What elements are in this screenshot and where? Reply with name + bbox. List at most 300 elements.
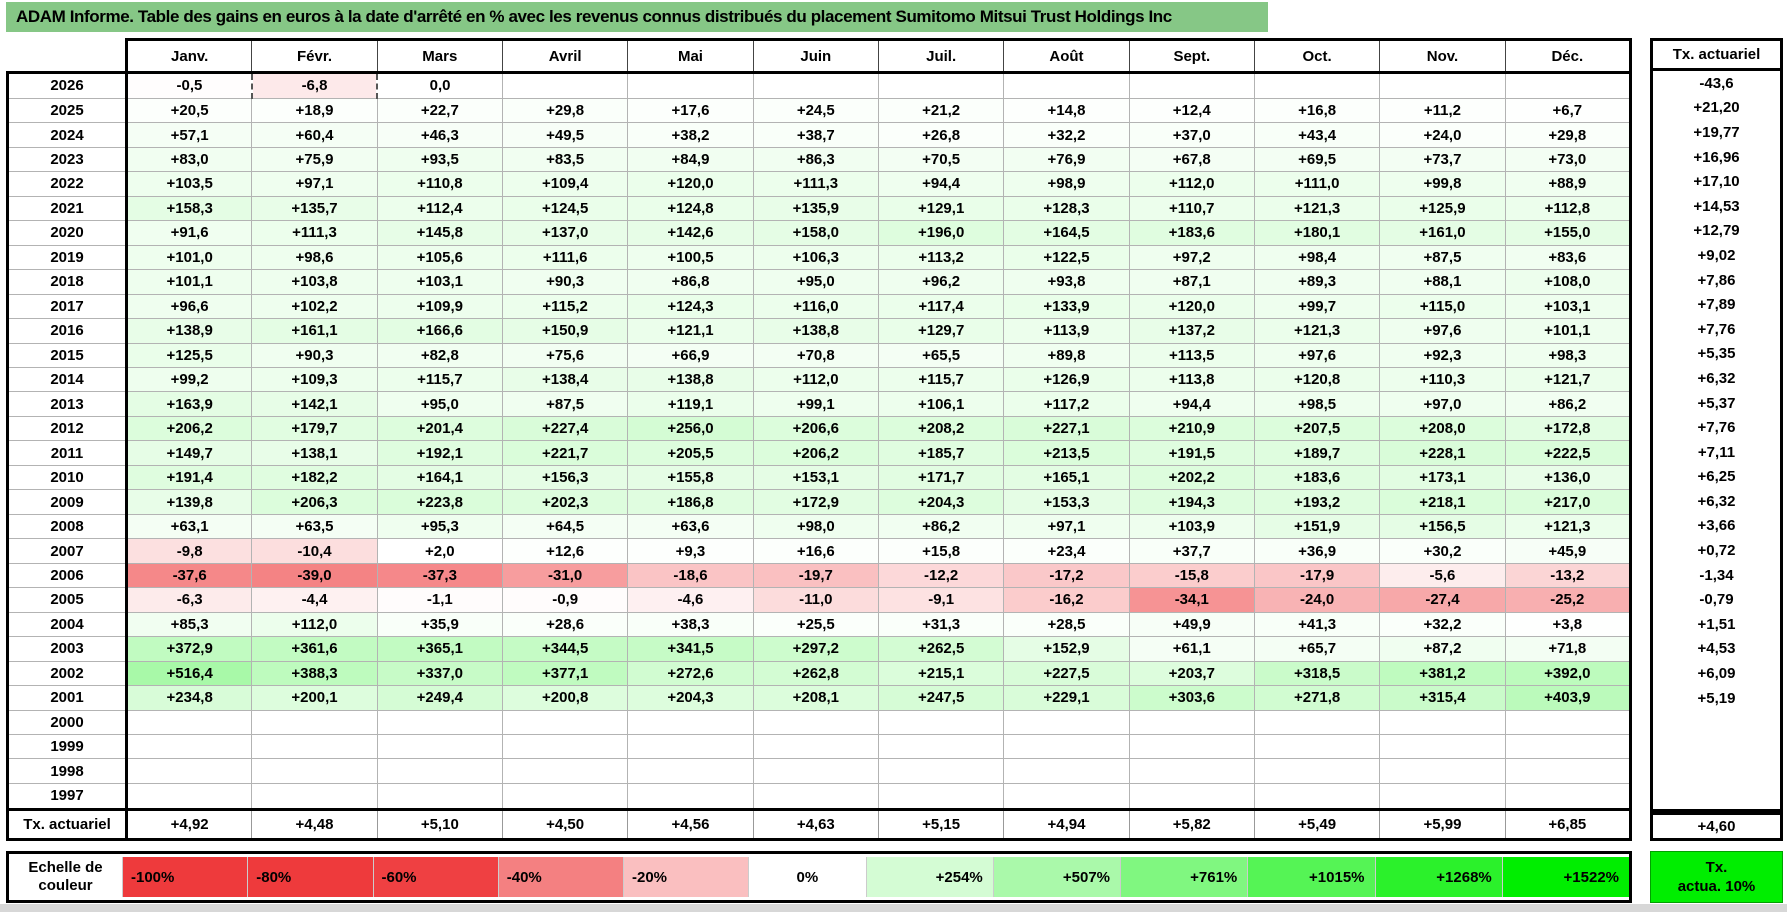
gain-cell[interactable]: +17,6 bbox=[628, 98, 753, 122]
gain-cell[interactable]: +206,2 bbox=[127, 416, 252, 440]
gain-cell[interactable] bbox=[377, 783, 502, 809]
month-header[interactable]: Sept. bbox=[1129, 40, 1254, 73]
gain-cell[interactable]: -17,9 bbox=[1254, 563, 1379, 587]
gain-cell[interactable]: +110,7 bbox=[1129, 196, 1254, 220]
gain-cell[interactable]: +57,1 bbox=[127, 123, 252, 147]
gain-cell[interactable]: +95,0 bbox=[377, 392, 502, 416]
gain-cell[interactable]: +171,7 bbox=[878, 465, 1003, 489]
gain-cell[interactable]: +45,9 bbox=[1505, 539, 1630, 563]
year-label[interactable]: 2025 bbox=[8, 98, 127, 122]
tx-actuariel-value[interactable]: +12,79 bbox=[1693, 222, 1740, 240]
gain-cell[interactable]: +121,3 bbox=[1505, 514, 1630, 538]
gain-cell[interactable]: +377,1 bbox=[502, 661, 627, 685]
gain-cell[interactable]: +103,9 bbox=[1129, 514, 1254, 538]
tx-row-label[interactable]: Tx. actuariel bbox=[8, 810, 127, 840]
tx-month-value[interactable]: +4,50 bbox=[502, 810, 627, 840]
gain-cell[interactable]: +120,8 bbox=[1254, 367, 1379, 391]
gain-cell[interactable]: +97,1 bbox=[1004, 514, 1129, 538]
year-label[interactable]: 2019 bbox=[8, 245, 127, 269]
gain-cell[interactable]: -1,1 bbox=[377, 588, 502, 612]
gain-cell[interactable] bbox=[628, 759, 753, 783]
gain-cell[interactable]: +161,0 bbox=[1380, 221, 1505, 245]
gain-cell[interactable] bbox=[127, 710, 252, 734]
year-label[interactable]: 2016 bbox=[8, 319, 127, 343]
gain-cell[interactable]: +63,1 bbox=[127, 514, 252, 538]
gain-cell[interactable]: +11,2 bbox=[1380, 98, 1505, 122]
gain-cell[interactable]: +96,2 bbox=[878, 270, 1003, 294]
gain-cell[interactable]: +23,4 bbox=[1004, 539, 1129, 563]
gain-cell[interactable]: +86,8 bbox=[628, 270, 753, 294]
gain-cell[interactable]: +189,7 bbox=[1254, 441, 1379, 465]
gain-cell[interactable]: +38,3 bbox=[628, 612, 753, 636]
gain-cell[interactable]: +2,0 bbox=[377, 539, 502, 563]
year-label[interactable]: 2023 bbox=[8, 147, 127, 171]
gain-cell[interactable]: +98,0 bbox=[753, 514, 878, 538]
gain-cell[interactable]: +234,8 bbox=[127, 686, 252, 710]
year-label[interactable]: 1997 bbox=[8, 783, 127, 809]
tx-actuariel-value[interactable]: +7,86 bbox=[1697, 271, 1736, 289]
gain-cell[interactable]: +111,6 bbox=[502, 245, 627, 269]
gain-cell[interactable] bbox=[252, 735, 377, 759]
gain-cell[interactable]: +138,9 bbox=[127, 319, 252, 343]
gain-cell[interactable]: +73,7 bbox=[1380, 147, 1505, 171]
gain-cell[interactable]: +172,8 bbox=[1505, 416, 1630, 440]
tx-actuariel-value[interactable] bbox=[1653, 784, 1780, 809]
gain-cell[interactable]: +192,1 bbox=[377, 441, 502, 465]
gain-cell[interactable]: +16,8 bbox=[1254, 98, 1379, 122]
gain-cell[interactable] bbox=[628, 73, 753, 99]
gain-cell[interactable]: +137,0 bbox=[502, 221, 627, 245]
gain-cell[interactable]: -15,8 bbox=[1129, 563, 1254, 587]
gain-cell[interactable]: +217,0 bbox=[1505, 490, 1630, 514]
gain-cell[interactable]: +65,7 bbox=[1254, 637, 1379, 661]
gain-cell[interactable]: +110,8 bbox=[377, 172, 502, 196]
gain-cell[interactable]: +31,3 bbox=[878, 612, 1003, 636]
gain-cell[interactable]: -13,2 bbox=[1505, 563, 1630, 587]
year-label[interactable]: 2006 bbox=[8, 563, 127, 587]
gain-cell[interactable]: +16,6 bbox=[753, 539, 878, 563]
gain-cell[interactable]: +93,5 bbox=[377, 147, 502, 171]
gain-cell[interactable]: +21,2 bbox=[878, 98, 1003, 122]
gain-cell[interactable]: +262,8 bbox=[753, 661, 878, 685]
gain-cell[interactable] bbox=[1004, 710, 1129, 734]
gain-cell[interactable]: +99,2 bbox=[127, 367, 252, 391]
gain-cell[interactable]: +164,5 bbox=[1004, 221, 1129, 245]
gain-cell[interactable]: +344,5 bbox=[502, 637, 627, 661]
gain-cell[interactable]: +135,9 bbox=[753, 196, 878, 220]
gain-cell[interactable] bbox=[753, 759, 878, 783]
gain-cell[interactable]: +64,5 bbox=[502, 514, 627, 538]
gain-cell[interactable]: +29,8 bbox=[502, 98, 627, 122]
gain-cell[interactable]: +86,2 bbox=[1505, 392, 1630, 416]
gain-cell[interactable]: -34,1 bbox=[1129, 588, 1254, 612]
tx-actuariel-value[interactable]: +0,72 bbox=[1697, 542, 1736, 560]
month-header[interactable]: Févr. bbox=[252, 40, 377, 73]
gain-cell[interactable]: +221,7 bbox=[502, 441, 627, 465]
gain-cell[interactable]: +215,1 bbox=[878, 661, 1003, 685]
gain-cell[interactable]: +112,0 bbox=[252, 612, 377, 636]
year-label[interactable]: 2022 bbox=[8, 172, 127, 196]
tx-actuariel-value[interactable]: +5,35 bbox=[1697, 345, 1736, 363]
gain-cell[interactable]: +86,2 bbox=[878, 514, 1003, 538]
gain-cell[interactable] bbox=[878, 759, 1003, 783]
gain-cell[interactable]: +15,8 bbox=[878, 539, 1003, 563]
gain-cell[interactable]: +28,6 bbox=[502, 612, 627, 636]
gain-cell[interactable] bbox=[628, 783, 753, 809]
gain-cell[interactable]: +116,0 bbox=[753, 294, 878, 318]
gain-cell[interactable] bbox=[628, 710, 753, 734]
gain-cell[interactable]: +113,2 bbox=[878, 245, 1003, 269]
gain-cell[interactable]: +115,7 bbox=[878, 367, 1003, 391]
gain-cell[interactable] bbox=[252, 710, 377, 734]
year-label[interactable]: 2014 bbox=[8, 367, 127, 391]
gain-cell[interactable]: +186,8 bbox=[628, 490, 753, 514]
gain-cell[interactable]: +86,3 bbox=[753, 147, 878, 171]
gain-cell[interactable]: +208,2 bbox=[878, 416, 1003, 440]
gain-cell[interactable]: +38,2 bbox=[628, 123, 753, 147]
gain-cell[interactable] bbox=[127, 759, 252, 783]
gain-cell[interactable] bbox=[1505, 759, 1630, 783]
gain-cell[interactable] bbox=[628, 735, 753, 759]
month-header[interactable]: Oct. bbox=[1254, 40, 1379, 73]
gain-cell[interactable]: +49,9 bbox=[1129, 612, 1254, 636]
gain-cell[interactable]: +191,5 bbox=[1129, 441, 1254, 465]
gain-cell[interactable]: -16,2 bbox=[1004, 588, 1129, 612]
gain-cell[interactable] bbox=[1254, 759, 1379, 783]
gain-cell[interactable]: +24,0 bbox=[1380, 123, 1505, 147]
gain-cell[interactable]: +99,7 bbox=[1254, 294, 1379, 318]
gain-cell[interactable]: +161,1 bbox=[252, 319, 377, 343]
gain-cell[interactable]: +121,7 bbox=[1505, 367, 1630, 391]
gain-cell[interactable] bbox=[1129, 710, 1254, 734]
gain-cell[interactable]: -0,9 bbox=[502, 588, 627, 612]
year-label[interactable]: 2012 bbox=[8, 416, 127, 440]
gain-cell[interactable]: +32,2 bbox=[1380, 612, 1505, 636]
year-label[interactable]: 2005 bbox=[8, 588, 127, 612]
gain-cell[interactable] bbox=[1004, 73, 1129, 99]
gain-cell[interactable]: +206,2 bbox=[753, 441, 878, 465]
gain-cell[interactable]: +149,7 bbox=[127, 441, 252, 465]
gain-cell[interactable]: +70,8 bbox=[753, 343, 878, 367]
tx-month-value[interactable]: +6,85 bbox=[1505, 810, 1630, 840]
gain-cell[interactable]: +164,1 bbox=[377, 465, 502, 489]
gain-cell[interactable]: +75,6 bbox=[502, 343, 627, 367]
gain-cell[interactable]: +337,0 bbox=[377, 661, 502, 685]
gain-cell[interactable]: +109,9 bbox=[377, 294, 502, 318]
gain-cell[interactable]: +196,0 bbox=[878, 221, 1003, 245]
gain-cell[interactable]: +120,0 bbox=[628, 172, 753, 196]
gain-cell[interactable] bbox=[878, 735, 1003, 759]
year-label[interactable]: 2007 bbox=[8, 539, 127, 563]
gain-cell[interactable]: +138,1 bbox=[252, 441, 377, 465]
tx-month-value[interactable]: +5,15 bbox=[878, 810, 1003, 840]
gain-cell[interactable]: +84,9 bbox=[628, 147, 753, 171]
month-header[interactable]: Mars bbox=[377, 40, 502, 73]
gain-cell[interactable]: +249,4 bbox=[377, 686, 502, 710]
tx-month-value[interactable]: +5,99 bbox=[1380, 810, 1505, 840]
gain-cell[interactable]: +32,2 bbox=[1004, 123, 1129, 147]
gain-cell[interactable]: +113,8 bbox=[1129, 367, 1254, 391]
gain-cell[interactable]: +111,3 bbox=[252, 221, 377, 245]
gain-cell[interactable] bbox=[1254, 783, 1379, 809]
tx-actuariel-value[interactable]: +7,76 bbox=[1697, 320, 1736, 338]
gain-cell[interactable]: +65,5 bbox=[878, 343, 1003, 367]
gain-cell[interactable]: +41,3 bbox=[1254, 612, 1379, 636]
gain-cell[interactable]: +172,9 bbox=[753, 490, 878, 514]
gain-cell[interactable]: +103,8 bbox=[252, 270, 377, 294]
gain-cell[interactable]: +98,9 bbox=[1004, 172, 1129, 196]
gain-cell[interactable] bbox=[1129, 759, 1254, 783]
gain-cell[interactable]: +151,9 bbox=[1254, 514, 1379, 538]
gain-cell[interactable] bbox=[127, 735, 252, 759]
gain-cell[interactable]: +117,4 bbox=[878, 294, 1003, 318]
gain-cell[interactable]: -5,6 bbox=[1380, 563, 1505, 587]
gain-cell[interactable]: +227,1 bbox=[1004, 416, 1129, 440]
gain-cell[interactable]: +113,5 bbox=[1129, 343, 1254, 367]
gain-cell[interactable]: +76,9 bbox=[1004, 147, 1129, 171]
gain-cell[interactable]: +99,1 bbox=[753, 392, 878, 416]
tx-actuariel-value[interactable]: +21,20 bbox=[1693, 99, 1740, 117]
year-label[interactable]: 2010 bbox=[8, 465, 127, 489]
gain-cell[interactable]: +101,1 bbox=[1505, 319, 1630, 343]
gain-cell[interactable]: +97,6 bbox=[1254, 343, 1379, 367]
gain-cell[interactable] bbox=[1505, 73, 1630, 99]
gain-cell[interactable]: +516,4 bbox=[127, 661, 252, 685]
gain-cell[interactable]: +3,8 bbox=[1505, 612, 1630, 636]
gain-cell[interactable]: +83,6 bbox=[1505, 245, 1630, 269]
gain-cell[interactable]: +204,3 bbox=[628, 686, 753, 710]
gain-cell[interactable]: +92,3 bbox=[1380, 343, 1505, 367]
gain-cell[interactable] bbox=[753, 710, 878, 734]
tx-actuariel-value[interactable] bbox=[1653, 710, 1780, 735]
gain-cell[interactable]: +112,0 bbox=[753, 367, 878, 391]
gain-cell[interactable] bbox=[1505, 783, 1630, 809]
gain-cell[interactable]: +67,8 bbox=[1129, 147, 1254, 171]
gain-cell[interactable]: +229,1 bbox=[1004, 686, 1129, 710]
gain-cell[interactable]: +381,2 bbox=[1380, 661, 1505, 685]
gain-cell[interactable] bbox=[1380, 759, 1505, 783]
year-label[interactable]: 2002 bbox=[8, 661, 127, 685]
tx-actuariel-value[interactable] bbox=[1653, 760, 1780, 785]
gain-cell[interactable]: +247,5 bbox=[878, 686, 1003, 710]
year-label[interactable]: 1998 bbox=[8, 759, 127, 783]
tx-actuariel-value[interactable]: -43,6 bbox=[1699, 74, 1734, 92]
gain-cell[interactable]: +150,9 bbox=[502, 319, 627, 343]
gain-cell[interactable]: +14,8 bbox=[1004, 98, 1129, 122]
year-label[interactable]: 2011 bbox=[8, 441, 127, 465]
tx-actuariel-value[interactable]: +6,32 bbox=[1697, 492, 1736, 510]
gain-cell[interactable]: +93,8 bbox=[1004, 270, 1129, 294]
gain-cell[interactable]: +135,7 bbox=[252, 196, 377, 220]
gain-cell[interactable]: +95,0 bbox=[753, 270, 878, 294]
gain-cell[interactable]: +227,5 bbox=[1004, 661, 1129, 685]
month-header[interactable]: Nov. bbox=[1380, 40, 1505, 73]
tx-actuariel-value[interactable]: +5,19 bbox=[1697, 689, 1736, 707]
gain-cell[interactable]: +183,6 bbox=[1129, 221, 1254, 245]
tx-month-value[interactable]: +5,82 bbox=[1129, 810, 1254, 840]
gain-cell[interactable]: +341,5 bbox=[628, 637, 753, 661]
gain-cell[interactable]: -37,3 bbox=[377, 563, 502, 587]
gain-cell[interactable]: -37,6 bbox=[127, 563, 252, 587]
gain-cell[interactable]: +206,6 bbox=[753, 416, 878, 440]
gain-cell[interactable]: +158,3 bbox=[127, 196, 252, 220]
gain-cell[interactable]: +193,2 bbox=[1254, 490, 1379, 514]
gain-cell[interactable]: +200,1 bbox=[252, 686, 377, 710]
gain-cell[interactable] bbox=[502, 73, 627, 99]
gain-cell[interactable] bbox=[1380, 710, 1505, 734]
gain-cell[interactable]: +87,5 bbox=[1380, 245, 1505, 269]
gain-cell[interactable] bbox=[1129, 73, 1254, 99]
gain-cell[interactable]: +200,8 bbox=[502, 686, 627, 710]
gain-cell[interactable]: +297,2 bbox=[753, 637, 878, 661]
gain-cell[interactable]: +24,5 bbox=[753, 98, 878, 122]
gain-cell[interactable]: +30,2 bbox=[1380, 539, 1505, 563]
gain-cell[interactable]: +60,4 bbox=[252, 123, 377, 147]
gain-cell[interactable]: +121,3 bbox=[1254, 319, 1379, 343]
gain-cell[interactable]: -19,7 bbox=[753, 563, 878, 587]
gain-cell[interactable] bbox=[753, 735, 878, 759]
gain-cell[interactable]: +88,1 bbox=[1380, 270, 1505, 294]
tx-actuariel-value[interactable]: +16,96 bbox=[1693, 148, 1740, 166]
tx-actuariel-value[interactable] bbox=[1653, 735, 1780, 760]
gain-cell[interactable]: +182,2 bbox=[252, 465, 377, 489]
month-header[interactable]: Juin bbox=[753, 40, 878, 73]
year-label[interactable]: 2021 bbox=[8, 196, 127, 220]
gain-cell[interactable] bbox=[753, 73, 878, 99]
gain-cell[interactable] bbox=[1380, 783, 1505, 809]
gain-cell[interactable]: +361,6 bbox=[252, 637, 377, 661]
year-label[interactable]: 2013 bbox=[8, 392, 127, 416]
gain-cell[interactable]: +95,3 bbox=[377, 514, 502, 538]
gain-cell[interactable]: +29,8 bbox=[1505, 123, 1630, 147]
gain-cell[interactable]: +82,8 bbox=[377, 343, 502, 367]
gain-cell[interactable]: +38,7 bbox=[753, 123, 878, 147]
month-header[interactable]: Janv. bbox=[127, 40, 252, 73]
year-label[interactable]: 2026 bbox=[8, 73, 127, 99]
gain-cell[interactable] bbox=[252, 759, 377, 783]
gain-cell[interactable]: +315,4 bbox=[1380, 686, 1505, 710]
tx-actuariel-value[interactable]: +7,11 bbox=[1697, 443, 1736, 461]
gain-cell[interactable]: +121,1 bbox=[628, 319, 753, 343]
gain-cell[interactable]: +18,9 bbox=[252, 98, 377, 122]
gain-cell[interactable]: +63,5 bbox=[252, 514, 377, 538]
gain-cell[interactable]: +103,1 bbox=[377, 270, 502, 294]
gain-cell[interactable]: +12,4 bbox=[1129, 98, 1254, 122]
gain-cell[interactable]: +403,9 bbox=[1505, 686, 1630, 710]
gain-cell[interactable]: +83,0 bbox=[127, 147, 252, 171]
gain-cell[interactable]: +133,9 bbox=[1004, 294, 1129, 318]
gain-cell[interactable]: +183,6 bbox=[1254, 465, 1379, 489]
gain-cell[interactable]: +165,1 bbox=[1004, 465, 1129, 489]
gain-cell[interactable]: +256,0 bbox=[628, 416, 753, 440]
month-header[interactable]: Août bbox=[1004, 40, 1129, 73]
gain-cell[interactable]: +113,9 bbox=[1004, 319, 1129, 343]
gain-cell[interactable]: +99,8 bbox=[1380, 172, 1505, 196]
gain-cell[interactable]: +203,7 bbox=[1129, 661, 1254, 685]
gain-cell[interactable]: +115,0 bbox=[1380, 294, 1505, 318]
gain-cell[interactable]: +109,3 bbox=[252, 367, 377, 391]
gain-cell[interactable] bbox=[502, 759, 627, 783]
gain-cell[interactable]: +70,5 bbox=[878, 147, 1003, 171]
gain-cell[interactable] bbox=[1004, 759, 1129, 783]
year-label[interactable]: 2003 bbox=[8, 637, 127, 661]
gain-cell[interactable] bbox=[1129, 735, 1254, 759]
gain-cell[interactable]: +388,3 bbox=[252, 661, 377, 685]
tx-actuariel-value[interactable]: +19,77 bbox=[1693, 123, 1740, 141]
gain-cell[interactable]: +98,6 bbox=[252, 245, 377, 269]
tx-actuariel-value[interactable]: +7,76 bbox=[1697, 419, 1736, 437]
gain-cell[interactable]: +75,9 bbox=[252, 147, 377, 171]
gain-cell[interactable]: -4,6 bbox=[628, 588, 753, 612]
tx-actuariel-value[interactable]: +17,10 bbox=[1693, 173, 1740, 191]
tx-month-value[interactable]: +4,48 bbox=[252, 810, 377, 840]
gain-cell[interactable]: +129,1 bbox=[878, 196, 1003, 220]
gain-cell[interactable]: +36,9 bbox=[1254, 539, 1379, 563]
gain-cell[interactable]: +97,2 bbox=[1129, 245, 1254, 269]
gain-cell[interactable]: -4,4 bbox=[252, 588, 377, 612]
tx-actuariel-value[interactable]: +3,66 bbox=[1697, 517, 1736, 535]
gain-cell[interactable] bbox=[377, 710, 502, 734]
gain-cell[interactable]: +223,8 bbox=[377, 490, 502, 514]
gain-cell[interactable] bbox=[1505, 710, 1630, 734]
tx-month-value[interactable]: +4,94 bbox=[1004, 810, 1129, 840]
year-label[interactable]: 2018 bbox=[8, 270, 127, 294]
month-header[interactable]: Mai bbox=[628, 40, 753, 73]
gain-cell[interactable]: +272,6 bbox=[628, 661, 753, 685]
gain-cell[interactable]: -27,4 bbox=[1380, 588, 1505, 612]
gain-cell[interactable]: -11,0 bbox=[753, 588, 878, 612]
gain-cell[interactable]: +136,0 bbox=[1505, 465, 1630, 489]
gain-cell[interactable]: +155,8 bbox=[628, 465, 753, 489]
gain-cell[interactable]: +124,5 bbox=[502, 196, 627, 220]
gain-cell[interactable]: +138,8 bbox=[628, 367, 753, 391]
tx-month-value[interactable]: +4,63 bbox=[753, 810, 878, 840]
gain-cell[interactable]: +98,4 bbox=[1254, 245, 1379, 269]
gain-cell[interactable]: +87,2 bbox=[1380, 637, 1505, 661]
gain-cell[interactable]: -9,1 bbox=[878, 588, 1003, 612]
gain-cell[interactable]: +22,7 bbox=[377, 98, 502, 122]
gain-cell[interactable]: +106,1 bbox=[878, 392, 1003, 416]
gain-cell[interactable]: +227,4 bbox=[502, 416, 627, 440]
gain-cell[interactable]: +303,6 bbox=[1129, 686, 1254, 710]
gain-cell[interactable]: +111,3 bbox=[753, 172, 878, 196]
gain-cell[interactable] bbox=[1004, 783, 1129, 809]
tx-month-value[interactable]: +4,92 bbox=[127, 810, 252, 840]
gain-cell[interactable]: -9,8 bbox=[127, 539, 252, 563]
gain-cell[interactable]: +108,0 bbox=[1505, 270, 1630, 294]
gain-cell[interactable]: +102,2 bbox=[252, 294, 377, 318]
month-header[interactable]: Déc. bbox=[1505, 40, 1630, 73]
gain-cell[interactable]: +119,1 bbox=[628, 392, 753, 416]
gain-cell[interactable]: +98,3 bbox=[1505, 343, 1630, 367]
gain-cell[interactable] bbox=[1380, 73, 1505, 99]
gain-cell[interactable]: +97,6 bbox=[1380, 319, 1505, 343]
gain-cell[interactable] bbox=[878, 73, 1003, 99]
tx-actuariel-value[interactable]: +4,53 bbox=[1697, 640, 1736, 658]
gain-cell[interactable]: +153,1 bbox=[753, 465, 878, 489]
tx-actuariel-value[interactable]: +6,09 bbox=[1697, 665, 1736, 683]
gain-cell[interactable]: +137,2 bbox=[1129, 319, 1254, 343]
gain-cell[interactable]: +218,1 bbox=[1380, 490, 1505, 514]
gain-cell[interactable]: +94,4 bbox=[1129, 392, 1254, 416]
gain-cell[interactable]: -25,2 bbox=[1505, 588, 1630, 612]
gain-cell[interactable]: +6,7 bbox=[1505, 98, 1630, 122]
gain-cell[interactable]: +166,6 bbox=[377, 319, 502, 343]
gain-cell[interactable]: +25,5 bbox=[753, 612, 878, 636]
gain-cell[interactable]: +9,3 bbox=[628, 539, 753, 563]
gain-cell[interactable]: +179,7 bbox=[252, 416, 377, 440]
gain-cell[interactable] bbox=[1254, 73, 1379, 99]
